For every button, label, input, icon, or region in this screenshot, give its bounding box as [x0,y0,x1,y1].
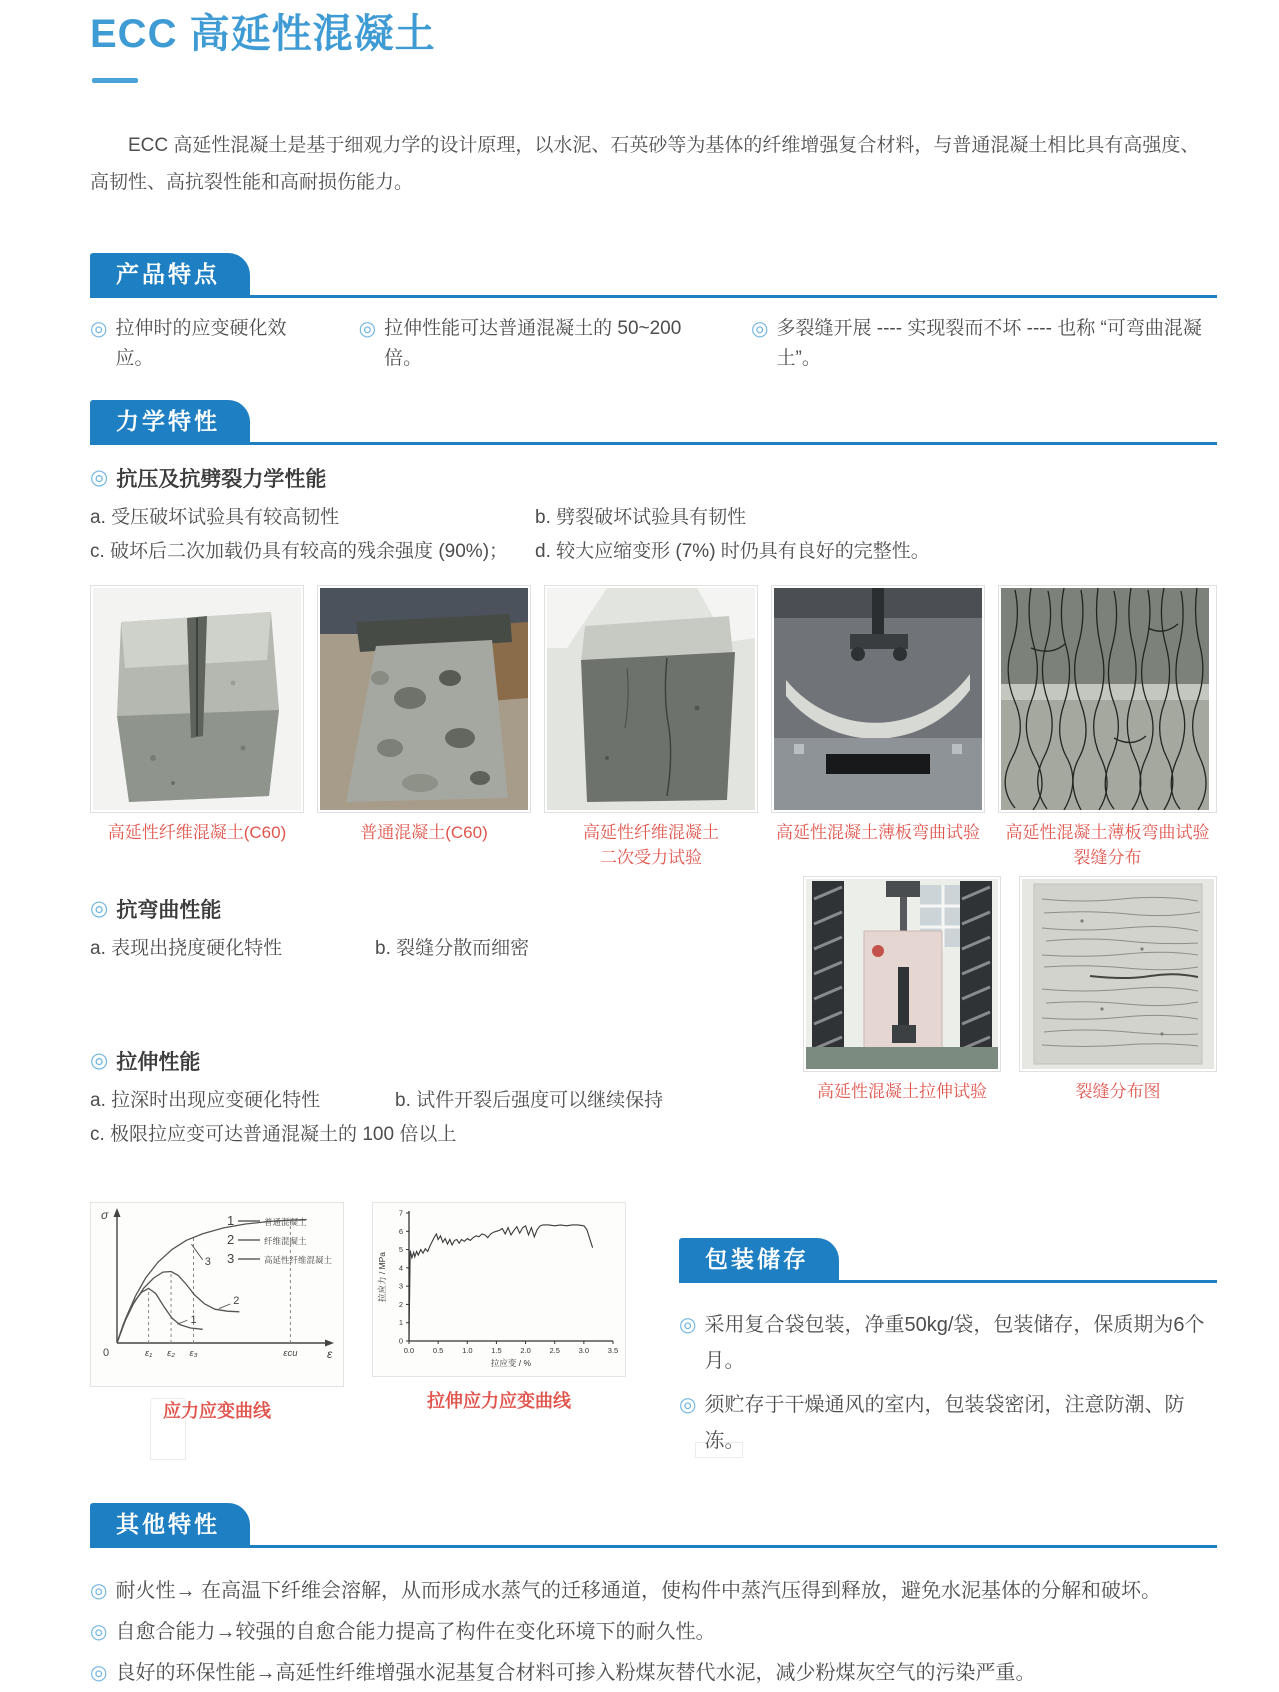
svg-text:0.5: 0.5 [432,1346,444,1355]
photo-caption: 高延性纤维混凝土(C60) [107,823,287,842]
photo-figure [1019,876,1217,1152]
others-bullets [90,1572,1217,1692]
svg-text:拉应力 / MPa: 拉应力 / MPa [377,1251,387,1303]
other-feature-bullet: ◎ 自愈合能力→较强的自愈合能力提高了构件在变化环境下的耐久性。 [90,1613,1217,1651]
feature-bullet [90,314,311,374]
photo-caption: 裂缝分布图 [1075,1082,1161,1101]
list-item: c. 极限拉应变可达普通混凝土的 100 倍以上 [90,1124,457,1145]
svg-text:1: 1 [398,1318,403,1328]
tensile-curve-canvas [373,1203,625,1371]
double-circle-bullet-icon: ◎ [358,318,377,340]
photo-caption: 高延性纤维混凝土 二次受力试验 [583,823,719,867]
chart-caption: 拉伸应力应变曲线 [427,1391,571,1411]
svg-text:7: 7 [398,1208,403,1218]
list-item: b. 裂缝分散而细密 [375,938,530,959]
features-bullets [90,314,1217,374]
photo-caption: 高延性混凝土拉伸试验 [817,1082,987,1101]
stress-strain-chart-figure [90,1202,344,1424]
feature-bullet-text: 拉伸时的应变硬化效应。 [115,318,287,369]
double-circle-bullet-icon: ◎ [90,1621,108,1643]
section-header-mechanics: 力学特性 [90,400,250,442]
svg-text:ε: ε [327,1347,333,1361]
bending-items [90,932,783,966]
svg-text:3.5: 3.5 [607,1346,619,1355]
section-header-features: 产品特点 [90,253,250,295]
svg-text:3: 3 [398,1281,403,1291]
subsection-bending-title: ◎ 抗弯曲性能 [90,894,783,924]
mechanics-photo-row [90,585,1217,870]
tension-items [90,1084,783,1118]
svg-text:3: 3 [227,1251,235,1266]
svg-text:2: 2 [233,1295,240,1307]
photo-crack-distribution-image [1022,879,1214,1069]
watermark-box [695,1442,743,1458]
svg-text:0.0: 0.0 [403,1346,415,1355]
svg-text:1: 1 [190,1313,197,1326]
svg-text:εcu: εcu [283,1348,298,1359]
photo-caption: 高延性混凝土薄板弯曲试验 [776,823,980,842]
photo-figure [544,585,758,870]
svg-text:1.5: 1.5 [491,1346,502,1355]
packaging-section [679,1202,1217,1467]
svg-text:普通混凝土: 普通混凝土 [264,1217,307,1227]
tensile-stress-strain-chart [372,1202,626,1377]
double-circle-bullet-icon: ◎ [90,1580,108,1602]
photo-caption: 普通混凝土(C60) [360,823,488,842]
watermark-sketch [150,1398,186,1460]
subsection-tension-title: ◎ 拉伸性能 [90,1046,783,1076]
photo-figure [998,585,1217,870]
svg-text:0: 0 [398,1336,403,1346]
svg-text:2.0: 2.0 [520,1346,531,1355]
list-item: a. 受压破坏试验具有较高韧性 [90,507,340,528]
svg-text:2: 2 [398,1299,403,1309]
packaging-bullet: ◎ 须贮存于干燥通风的室内，包装袋密闭，注意防潮、防冻。 [679,1387,1217,1459]
feature-bullet [751,314,1217,374]
section-header-packaging: 包装储存 [679,1238,839,1280]
intro-paragraph: ECC 高延性混凝土是基于细观力学的设计原理，以水泥、石英砂等为基体的纤维增强复合材料，与普通混凝土相比具有高强度、高韧性、高抗裂性能和高耐损伤能力。 [90,135,1200,193]
photo-ecc-c60 [90,585,304,813]
svg-text:ε₃: ε₃ [189,1348,198,1359]
stress-strain-chart [90,1202,344,1387]
stress-strain-chart-canvas [91,1203,343,1381]
section-bar-others [90,1503,1217,1548]
svg-text:1.0: 1.0 [462,1346,473,1355]
section-bar-features [90,253,1217,298]
svg-text:拉应变 / %: 拉应变 / % [490,1358,532,1368]
section-header-others: 其他特性 [90,1503,250,1545]
list-item: d. 较大应缩变形 (7%) 时仍具有良好的完整性。 [535,541,930,562]
double-circle-bullet-icon: ◎ [90,1662,108,1684]
double-circle-bullet-icon: ◎ [90,897,109,920]
charts-row [90,1202,1217,1467]
double-circle-bullet-icon: ◎ [90,1049,109,1072]
photo-ecc-c60-image [93,588,301,810]
photo-normal-c60-image [320,588,528,810]
tension-photo-pair [803,876,1217,1152]
svg-text:1: 1 [227,1213,235,1228]
list-item: c. 破坏后二次加载仍具有较高的残余强度 (90%)； [90,541,509,562]
packaging-bullet: ◎ 采用复合袋包装，净重50kg/袋，包装储存，保质期为6个月。 [679,1307,1217,1379]
mid-left-column [90,876,803,1152]
svg-text:高延性纤维混凝土: 高延性纤维混凝土 [264,1255,333,1265]
double-circle-bullet-icon: ◎ [751,318,769,340]
photo-bending-cracks [998,585,1217,813]
section-bar-mechanics [90,400,1217,445]
photo-figure [771,585,985,870]
photo-tensile-test-image [806,879,998,1069]
svg-text:ε₁: ε₁ [145,1348,153,1359]
other-feature-bullet: ◎ 耐火性→ 在高温下纤维会溶解，从而形成水蒸气的迁移通道，使构件中蒸汽压得到释放，避免水泥基体的分解和破坏。 [90,1572,1217,1610]
svg-text:5: 5 [398,1245,403,1255]
svg-text:纤维混凝土: 纤维混凝土 [264,1236,307,1246]
list-item: b. 试件开裂后强度可以继续保持 [395,1090,664,1111]
photo-figure [803,876,1001,1152]
chart-caption: 应力应变曲线 [163,1401,271,1421]
other-feature-bullet: ◎ 良好的环保性能→高延性纤维增强水泥基复合材料可掺入粉煤灰替代水泥，减少粉煤灰空气的污染严重。 [90,1654,1217,1692]
subsection-compression-title: ◎ 抗压及抗劈裂力学性能 [90,463,1217,493]
photo-secondary-load-image [547,588,755,810]
packaging-bullets [679,1307,1217,1459]
photo-figure [317,585,531,870]
photo-caption: 高延性混凝土薄板弯曲试验裂缝分布 [1005,823,1210,867]
feature-bullet-text: 拉伸性能可达普通混凝土的 50~200 倍。 [384,318,682,369]
svg-text:ε₂: ε₂ [167,1348,175,1359]
svg-text:2.5: 2.5 [549,1346,560,1355]
photo-figure [90,585,304,870]
svg-text:2: 2 [227,1232,235,1247]
svg-text:σ: σ [101,1208,109,1222]
page-title: ECC 高延性混凝土 [90,12,436,56]
double-circle-bullet-icon: ◎ [90,466,109,489]
photo-bending-cracks-image [1001,588,1209,810]
photo-normal-c60 [317,585,531,813]
feature-bullet-text: 多裂缝开展 ---- 实现裂而不坏 ---- 也称 “可弯曲混凝土”。 [776,318,1202,369]
title-underline-decoration [92,78,138,83]
list-item: b. 劈裂破坏试验具有韧性 [535,507,747,528]
photo-secondary-load [544,585,758,813]
photo-thin-plate-bending [771,585,985,813]
svg-text:3.0: 3.0 [578,1346,590,1355]
double-circle-bullet-icon: ◎ [90,318,108,340]
photo-thin-plate-bending-image [774,588,982,810]
svg-text:4: 4 [398,1263,403,1273]
feature-bullet [359,314,703,374]
photo-tensile-test [803,876,1001,1072]
list-item: a. 表现出挠度硬化特性 [90,938,283,959]
photo-crack-distribution [1019,876,1217,1072]
svg-text:6: 6 [398,1226,403,1236]
section-bar-packaging [679,1238,1217,1283]
double-circle-bullet-icon: ◎ [679,1314,697,1336]
svg-text:0: 0 [103,1347,110,1359]
double-circle-bullet-icon: ◎ [679,1394,697,1416]
mid-row [90,876,1217,1152]
list-item: a. 拉深时出现应变硬化特性 [90,1090,321,1111]
compression-items [90,501,1217,569]
tensile-curve-figure [372,1202,626,1414]
svg-text:3: 3 [204,1256,211,1268]
